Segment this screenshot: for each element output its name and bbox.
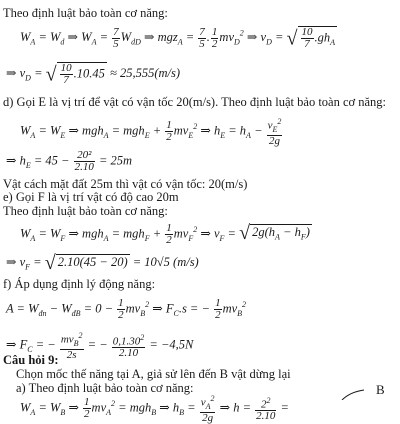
point-B-label: B xyxy=(376,382,385,397)
part-f-heading: f) Áp dụng định lý động năng: xyxy=(3,277,156,291)
formula-work: $A = W_{đn} - W_{đB} = 0$ − $\frac{1}{2}$ $mv_B^2$ ⇒ $F_C.s$ = − $\frac{1}{2}$ $mv_B^2$ xyxy=(6,297,247,321)
conclusion-d: Vật cách mặt đất 25m thì vật có vận tốc: 20(m/s) xyxy=(3,177,248,191)
formula-hE-value: ⇒ $h_E = 45$ − $\frac{\text{20²}}{2.10}$ = 25m xyxy=(6,149,133,173)
formula-vF-value: ⇒ $v_F$ = √ 2.10(45 − 20) = 10√5 (m/s) xyxy=(6,252,199,275)
part-e-heading: e) Gọi F là vị trí vật có độ cao 20m xyxy=(3,190,179,204)
formula-vD: $W_A = W_d$ ⇒ $W_A$ = $\frac{7}{5}$ $W_{dD}$ ⇒ mgz$_A$ = $\frac{7}{5}$ . $\frac{1}{2}$ $mv_D^2$ ⇒ $v_D$ = √ $\frac{10}{7}$ $.gh_A$ xyxy=(20,25,336,50)
curve-sketch xyxy=(340,388,380,400)
formula-q9-partial: $W_A = W_B$ ⇒ $\frac{1}{2}$ $mv_A^2 = mgh_B$ ⇒ $h_B$ = $\frac{v_A^2}{2g}$ ⇒ h = $\frac{2^2}{2.10}$ = xyxy=(20,394,289,424)
part-d-heading: d) Gọi E là vị trí để vật có vận tốc 20(m/s). Theo định luật bảo toàn cơ năng: xyxy=(3,95,387,109)
formula-FC: ⇒ $F_C$ = − $\frac{mv_B^2}{2s}$ = − $\frac{0,1.30^2}{2.10}$ = −4,5N xyxy=(6,331,194,361)
page-top-edge xyxy=(0,0,400,4)
question-9-body: Chọn mốc thế năng tại A, giả sử lên đến B vật dừng lại xyxy=(16,367,291,381)
question-9-part-a: a) Theo định luật bảo toàn cơ năng: xyxy=(16,381,194,395)
formula-hE: $W_A = W_E$ ⇒ mgh$_A$ = mgh$_E$ + $\frac{1}{2}$ $mv_E^2$ ⇒ $h_E = h_A$ − $\frac{v_E^2}{2g}$ xyxy=(20,117,282,147)
formula-vD-value: ⇒ $v_D$ = √ $\frac{10}{7}$ .10.45 ≈ 25,555(m/s) xyxy=(6,62,181,86)
law-statement-e: Theo định luật bảo toàn cơ năng: xyxy=(3,204,168,218)
question-9-heading: Câu hỏi 9: xyxy=(3,353,59,367)
law-statement-1: Theo định luật bảo toàn cơ năng: xyxy=(3,6,168,20)
formula-vF: $W_A = W_F$ ⇒ mgh$_A$ = mgh$_F$ + $\frac{1}{2}$ $mv_F^2$ ⇒ $v_F$ = √ $2g(h_A - h_F)$ xyxy=(20,222,310,246)
